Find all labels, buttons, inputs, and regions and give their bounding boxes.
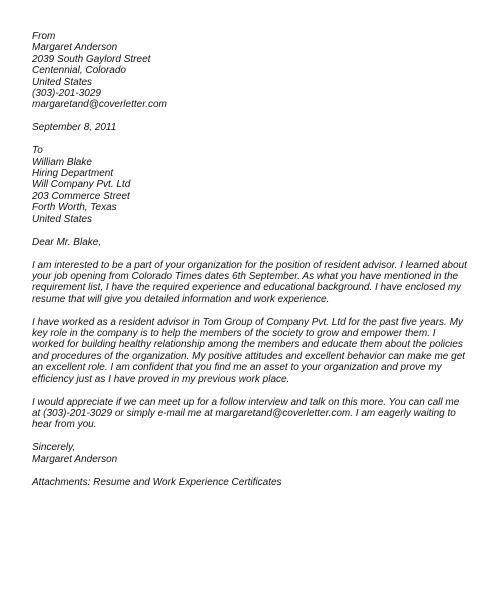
sender-label: From	[32, 31, 56, 42]
recipient-block	[32, 145, 472, 225]
sender-name: Margaret Anderson	[32, 42, 118, 54]
paragraph-line: hear from you.	[32, 419, 97, 431]
attachments-block	[32, 477, 472, 488]
salutation-block	[32, 237, 472, 248]
recipient-name: William Blake	[32, 156, 92, 168]
recipient-label: To	[32, 145, 43, 157]
closing: Sincerely,	[32, 442, 76, 454]
paragraph-line: I would appreciate if we can meet up for a follow interview and talk on this more. You can call me	[32, 396, 460, 408]
sender-email: margaretand@coverletter.com	[32, 99, 167, 111]
sender-block	[32, 31, 472, 111]
signature-name: Margaret Anderson	[32, 453, 118, 465]
recipient-city: Forth Worth, Texas	[32, 202, 117, 214]
paragraph-1	[32, 260, 472, 306]
paragraph-line: requirement list, I have the required experience and educational background. I have enclosed my	[32, 282, 462, 294]
date-block	[32, 122, 472, 133]
paragraph-line: an excellent role. I am confident that you find me an asset to your organization and prove my	[32, 362, 442, 374]
paragraph-line: worked for building healthy relationship among the members and educate them about the policies	[32, 339, 463, 351]
paragraph-line: I have worked as a resident advisor in Tom Group of Company Pvt. Ltd for the past five years. My	[32, 316, 463, 328]
sender-street: 2039 South Gaylord Street	[32, 53, 151, 65]
paragraph-2	[32, 317, 472, 385]
paragraph-line: resume that will give you detailed information and work experience.	[32, 293, 330, 305]
attachments: Attachments: Resume and Work Experience Certificates	[32, 476, 282, 488]
paragraph-line: key role in the company is to help the members of the society to grow and empower them. I	[32, 328, 436, 340]
closing-block	[32, 442, 472, 465]
recipient-company: Will Company Pvt. Ltd	[32, 179, 131, 191]
sender-phone: (303)-201-3029	[32, 88, 101, 100]
paragraph-line: I am interested to be a part of your organization for the position of resident advisor. I learned about	[32, 259, 467, 271]
paragraph-line: and procedures of the organization. My positive attitudes and excellent behavior can make me get	[32, 350, 466, 362]
sender-city: Centennial, Colorado	[32, 65, 126, 77]
paragraph-3	[32, 397, 472, 431]
salutation: Dear Mr. Blake,	[32, 236, 102, 248]
recipient-department: Hiring Department	[32, 168, 114, 180]
paragraph-line: efficiency just as I have proved in my previous work place.	[32, 373, 290, 385]
letter-date: September 8, 2011	[32, 122, 117, 134]
paragraph-line: at (303)-201-3029 or simply e-mail me at margaretand@coverletter.com. I am eagerly waiting to	[32, 407, 456, 419]
cover-letter	[32, 31, 472, 488]
recipient-country: United States	[32, 213, 93, 225]
paragraph-line: your job opening from Colorado Times dates 6th September. As what you have mentioned in the	[32, 270, 459, 282]
recipient-street: 203 Commerce Street	[32, 190, 130, 202]
sender-country: United States	[32, 76, 93, 88]
